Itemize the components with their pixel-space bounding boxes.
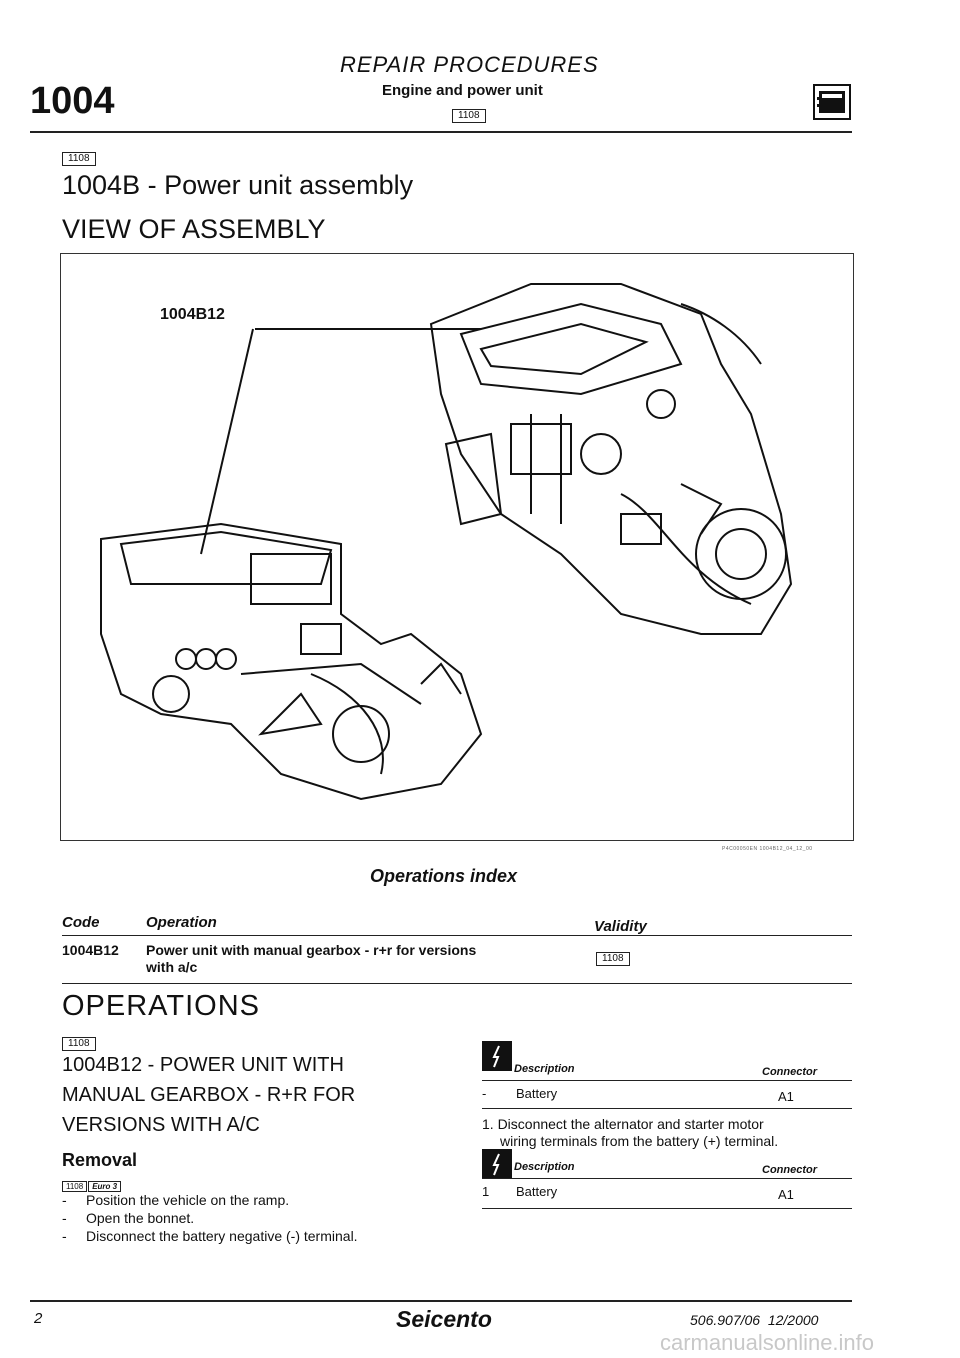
removal-tag-model: 1108 <box>62 1181 87 1192</box>
header-category: REPAIR PROCEDURES <box>340 52 599 77</box>
figure-ref-code: P4C00050EN 1004B12_04_12_00 <box>722 846 813 852</box>
table2-col-description: Description <box>514 1161 575 1173</box>
table1-row-connector: A1 <box>778 1089 794 1104</box>
table2-col-connector: Connector <box>762 1164 817 1176</box>
section-code: 1004 <box>30 80 115 122</box>
page-number: 2 <box>34 1310 43 1327</box>
list-item: - Disconnect the battery negative (-) terminal. <box>62 1228 358 1244</box>
assembly-figure <box>60 253 854 841</box>
manual-book-icon <box>813 84 851 120</box>
table1-row-index: - <box>482 1086 487 1101</box>
watermark: carmanualsonline.info <box>660 1330 875 1355</box>
col-validity: Validity <box>594 918 647 935</box>
figure-callout: 1004B12 <box>160 306 225 323</box>
document-reference: 506.907/06 12/2000 <box>690 1312 819 1328</box>
list-item: - Open the bonnet. <box>62 1210 195 1226</box>
operations-index-title: Operations index <box>370 866 518 886</box>
header-tag: 1108 <box>452 109 486 123</box>
table1-row-desc: Battery <box>516 1086 558 1101</box>
engine-drawing <box>61 254 855 842</box>
section-title: 1004B - Power unit assembly <box>62 170 414 200</box>
removal-tag-euro: Euro 3 <box>88 1181 121 1192</box>
model-name: Seicento <box>396 1306 492 1332</box>
col-code: Code <box>62 914 100 931</box>
table2-row-index: 1 <box>482 1184 490 1199</box>
view-title: VIEW OF ASSEMBLY <box>62 214 326 244</box>
header-subtitle: Engine and power unit <box>382 82 543 99</box>
electrical-icon <box>482 1149 512 1179</box>
table2-row-connector: A1 <box>778 1187 794 1202</box>
table1-col-connector: Connector <box>762 1066 817 1078</box>
operation-title-line2: MANUAL GEARBOX - R+R FOR <box>62 1084 356 1106</box>
operation-title-line1: 1004B12 - POWER UNIT WITH <box>62 1054 344 1076</box>
table1-col-description: Description <box>514 1063 575 1075</box>
operations-heading: OPERATIONS <box>62 990 260 1022</box>
row-operation-line2: with a/c <box>146 959 198 975</box>
row-validity-tag: 1108 <box>596 952 630 966</box>
row-operation-line1: Power unit with manual gearbox - r+r for versions <box>146 942 477 958</box>
row-code: 1004B12 <box>62 942 119 958</box>
list-item: - Position the vehicle on the ramp. <box>62 1192 290 1208</box>
step1-line2: wiring terminals from the battery (+) terminal. <box>500 1133 779 1149</box>
electrical-icon <box>482 1041 512 1071</box>
page-tag: 1108 <box>62 152 96 166</box>
operations-tag: 1108 <box>62 1037 96 1051</box>
operation-title-line3: VERSIONS WITH A/C <box>62 1114 260 1136</box>
table2-row-desc: Battery <box>516 1184 558 1199</box>
step1-line1: 1. Disconnect the alternator and starter motor <box>482 1116 764 1132</box>
col-operation: Operation <box>146 914 217 931</box>
removal-heading: Removal <box>62 1150 138 1170</box>
